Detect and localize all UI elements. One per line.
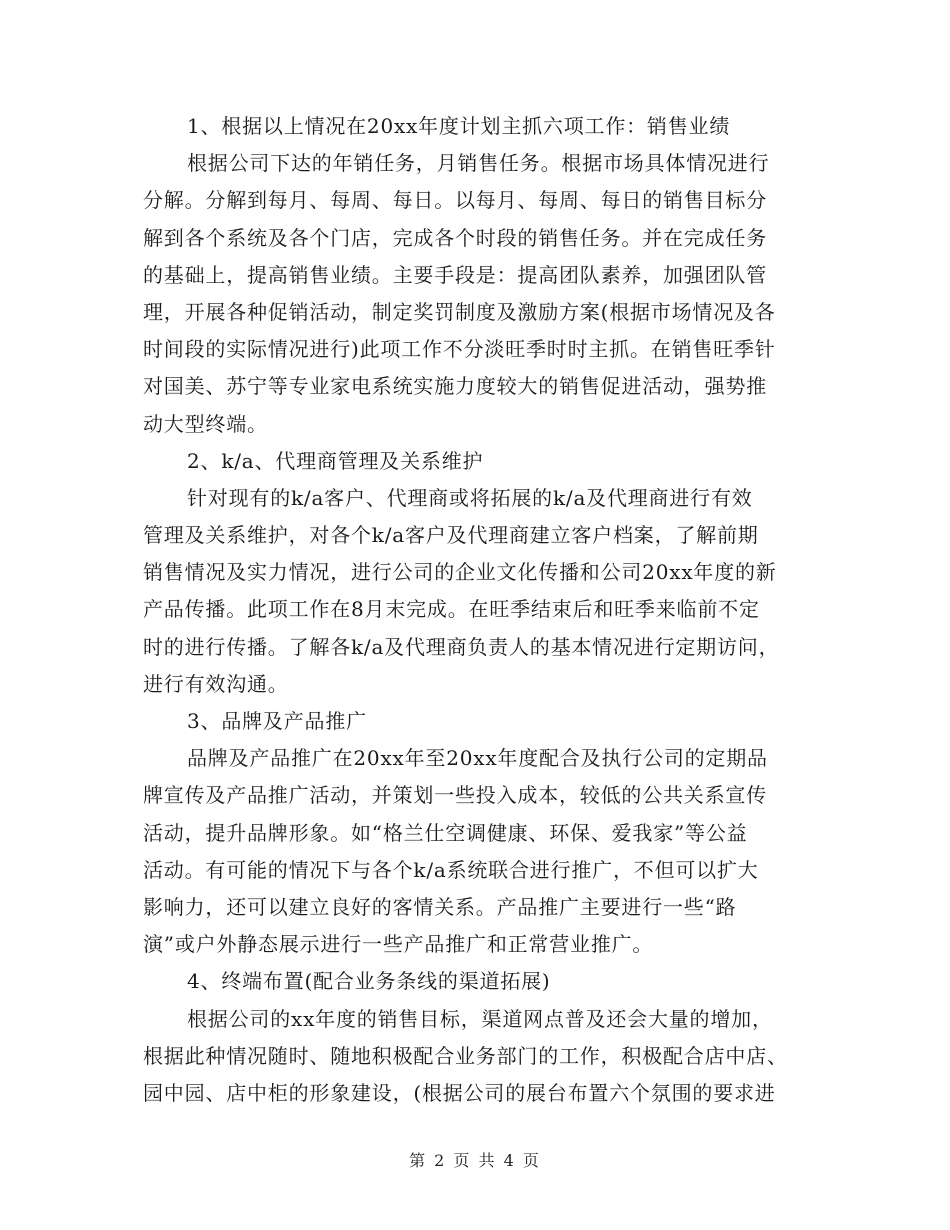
paragraph-line: 的基础上，提高销售业绩。主要手段是：提高团队素养，加强团队管: [143, 262, 767, 287]
page-number-footer: 第 2 页 共 4 页: [409, 1151, 541, 1170]
paragraph-line: 分解。分解到每月、每周、每日。以每月、每周、每日的销售目标分: [143, 188, 767, 213]
paragraph-line: 解到各个系统及各个门店，完成各个时段的销售任务。并在完成任务: [143, 225, 767, 250]
paragraph-line: 针对现有的k/a客户、代理商或将拓展的k/a及代理商进行有效: [187, 485, 753, 510]
paragraph-line: 演”或户外静态展示进行一些产品推广和正常营业推广。: [143, 932, 654, 957]
section-heading-2: 2、k/a、代理商管理及关系维护: [187, 448, 484, 473]
paragraph-line: 影响力，还可以建立良好的客情关系。产品推广主要进行一些“路: [143, 894, 737, 919]
paragraph-line: 活动。有可能的情况下与各个k/a系统联合进行推广，不但可以扩大: [143, 857, 759, 882]
document-body: [143, 108, 803, 1112]
paragraph-line: 动大型终端。: [143, 411, 268, 436]
paragraph-line: 进行有效沟通。: [143, 671, 289, 696]
paragraph-line: 时的进行传播。了解各k/a及代理商负责人的基本情况进行定期访问，: [143, 634, 780, 659]
paragraph-line: 时间段的实际情况进行)此项工作不分淡旺季时时主抓。在销售旺季针: [143, 337, 776, 362]
paragraph-line: 牌宣传及产品推广活动，并策划一些投入成本，较低的公共关系宣传: [143, 783, 767, 808]
paragraph-line: 根据此种情况随时、随地积极配合业务部门的工作，积极配合店中店、: [143, 1043, 788, 1068]
section-heading-1: 1、根据以上情况在20xx年度计划主抓六项工作：销售业绩: [187, 114, 731, 138]
section-heading-3: 3、品牌及产品推广: [187, 709, 367, 733]
paragraph-line: 园中园、店中柜的形象建设，(根据公司的展台布置六个氛围的要求进: [143, 1080, 776, 1105]
paragraph-line: 根据公司下达的年销任务，月销售任务。根据市场具体情况进行: [187, 151, 770, 176]
paragraph-line: 理，开展各种促销活动，制定奖罚制度及激励方案(根据市场情况及各: [143, 299, 776, 324]
paragraph-line: 产品传播。此项工作在8月末完成。在旺季结束后和旺季来临前不定: [143, 597, 760, 622]
paragraph-line: 品牌及产品推广在20xx年至20xx年度配合及执行公司的定期品: [187, 746, 768, 771]
section-heading-4: 4、终端布置(配合业务条线的渠道拓展): [187, 969, 551, 994]
paragraph-line: 根据公司的xx年度的销售目标，渠道网点普及还会大量的增加，: [187, 1006, 773, 1031]
paragraph-line: 对国美、苏宁等专业家电系统实施力度较大的销售促进活动，强势推: [143, 374, 767, 399]
paragraph-line: 销售情况及实力情况，进行公司的企业文化传播和公司20xx年度的新: [143, 560, 777, 585]
paragraph-line: 管理及关系维护，对各个k/a客户及代理商建立客户档案，了解前期: [143, 523, 759, 548]
paragraph-line: 活动，提升品牌形象。如“格兰仕空调健康、环保、爱我家”等公益: [143, 820, 748, 845]
